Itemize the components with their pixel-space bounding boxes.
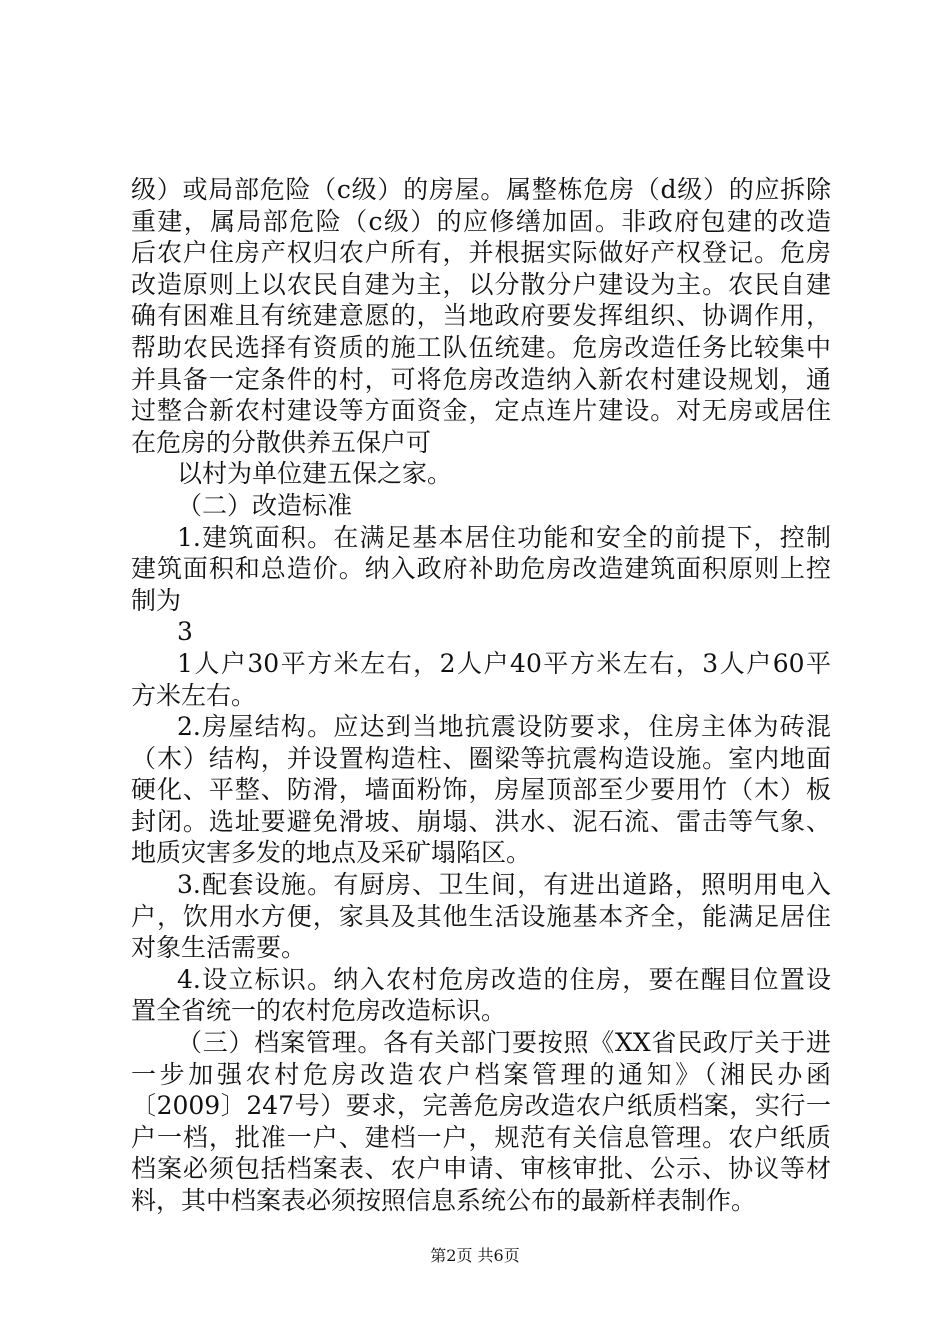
text-line: 料，其中档案表必须按照信息系统公布的最新样表制作。 — [131, 1186, 757, 1215]
text-line: 1人户30平方米左右，2人户40平方米左右，3人户60平 — [177, 648, 831, 678]
text-line: 封闭。选址要避免滑坡、崩塌、洪水、泥石流、雷击等气象、 — [131, 806, 831, 836]
text-line: 确有困难且有统建意愿的，当地政府要发挥组织、协调作用， — [131, 301, 831, 331]
text-line: 帮助农民选择有资质的施工队伍统建。危房改造任务比较集中 — [131, 332, 831, 362]
text-line: 4.设立标识。纳入农村危房改造的住房，要在醒目位置设 — [177, 964, 831, 994]
text-line: 3 — [177, 617, 193, 647]
text-line: 2.房屋结构。应达到当地抗震设防要求，住房主体为砖混 — [177, 712, 831, 742]
text-line: 对象生活需要。 — [131, 933, 307, 963]
page-footer: 第2页 共6页 — [430, 1246, 520, 1265]
text-line: 级）或局部危险（c级）的房屋。属整栋危房（d级）的应拆除 — [131, 175, 831, 204]
text-line: 硬化、平整、防滑，墙面粉饰，房屋顶部至少要用竹（木）板 — [131, 775, 831, 805]
text-line: 一步加强农村危房改造农户档案管理的通知》（湘民办函 — [131, 1059, 831, 1089]
text-line: （木）结构，并设置构造柱、圈梁等抗震构造设施。室内地面 — [131, 743, 831, 773]
text-line: （二）改造标准 — [177, 490, 353, 520]
text-line: 档案必须包括档案表、农户申请、审核审批、公示、协议等材 — [131, 1154, 831, 1184]
text-line: 户一档，批准一户、建档一户，规范有关信息管理。农户纸质 — [131, 1122, 831, 1152]
text-line: 重建，属局部危险（c级）的应修缮加固。非政府包建的改造 — [131, 206, 831, 236]
text-line: 在危房的分散供养五保户可 — [131, 427, 432, 457]
text-line: 地质灾害多发的地点及采矿塌陷区。 — [131, 838, 532, 868]
text-line: 户，饮用水方便，家具及其他生活设施基本齐全，能满足居住 — [131, 901, 831, 931]
text-line: 3.配套设施。有厨房、卫生间，有进出道路，照明用电入 — [177, 870, 831, 900]
text-line: 过整合新农村建设等方面资金，定点连片建设。对无房或居住 — [131, 396, 831, 426]
text-line: 方米左右。 — [131, 680, 257, 710]
text-line: 后农户住房产权归农户所有，并根据实际做好产权登记。危房 — [131, 238, 831, 268]
text-line: 制为 — [131, 585, 182, 615]
text-line: 并具备一定条件的村，可将危房改造纳入新农村建设规划，通 — [131, 364, 831, 394]
text-line: 1.建筑面积。在满足基本居住功能和安全的前提下，控制 — [177, 522, 831, 552]
text-line: 建筑面积和总造价。纳入政府补助危房改造建筑面积原则上控 — [131, 554, 831, 584]
text-line: 以村为单位建五保之家。 — [177, 459, 453, 489]
text-line: 置全省统一的农村危房改造标识。 — [131, 996, 507, 1026]
text-line: （三）档案管理。各有关部门要按照《XX省民政厅关于进 — [177, 1028, 831, 1058]
text-line: 改造原则上以农民自建为主，以分散分户建设为主。农民自建 — [131, 269, 831, 299]
document-body — [131, 174, 831, 1217]
text-line: 〔2009〕247号）要求，完善危房改造农户纸质档案，实行一 — [131, 1091, 831, 1121]
